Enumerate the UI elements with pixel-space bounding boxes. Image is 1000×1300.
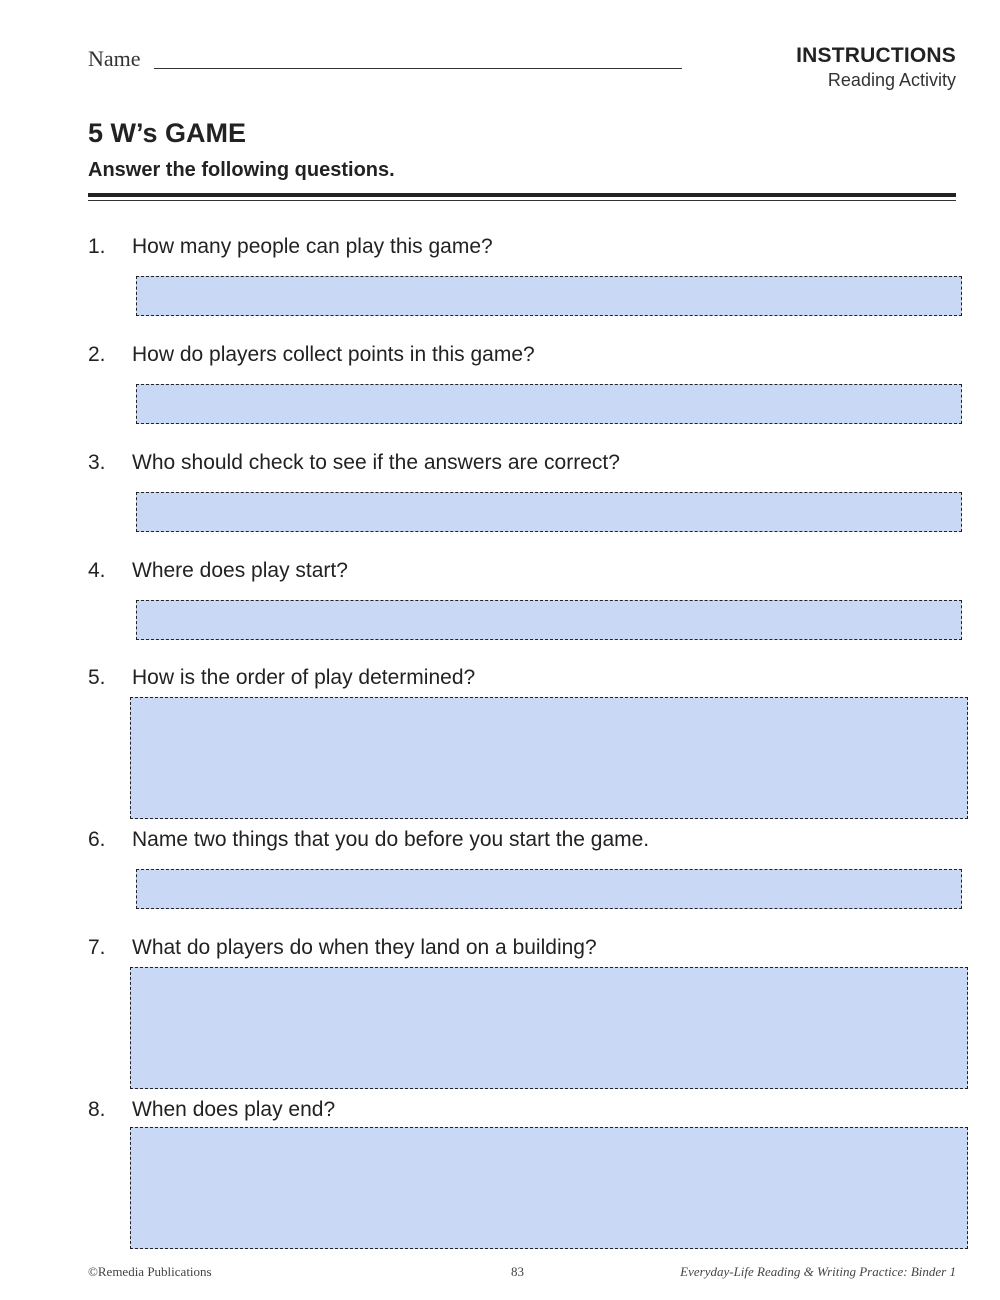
question-text: Where does play start? <box>132 559 348 582</box>
question-number: 6. <box>88 828 106 851</box>
question-number: 5. <box>88 666 106 689</box>
page-title: 5 W’s GAME <box>88 118 247 148</box>
header-right <box>796 44 956 91</box>
answer-box-5[interactable] <box>130 697 968 819</box>
activity-label: Reading Activity <box>827 70 956 90</box>
question-text: When does play end? <box>132 1098 336 1121</box>
footer-book-title: Everyday-Life Reading & Writing Practice: Binder 1 <box>680 1264 956 1279</box>
answer-box-1[interactable] <box>136 276 962 316</box>
question-number: 1. <box>88 235 106 258</box>
question-text: Name two things that you do before you start the game. <box>132 828 650 851</box>
answer-box-4[interactable] <box>136 600 962 640</box>
question-number: 2. <box>88 343 106 366</box>
answer-box-6[interactable] <box>136 869 962 909</box>
footer-page-number: 83 <box>511 1264 524 1279</box>
name-line[interactable] <box>154 68 682 69</box>
question-text: How is the order of play determined? <box>132 666 476 689</box>
answer-box-8[interactable] <box>130 1127 968 1249</box>
answer-box-2[interactable] <box>136 384 962 424</box>
question-text: How do players collect points in this game? <box>132 343 535 366</box>
question-text: What do players do when they land on a building? <box>132 936 597 959</box>
divider-thick <box>88 193 956 197</box>
answer-box-3[interactable] <box>136 492 962 532</box>
question-text: Who should check to see if the answers are correct? <box>132 451 620 474</box>
question-number: 3. <box>88 451 106 474</box>
question-number: 7. <box>88 936 106 959</box>
question-number: 4. <box>88 559 106 582</box>
question-number: 8. <box>88 1098 106 1121</box>
section-heading: INSTRUCTIONS <box>796 44 956 67</box>
divider-thin <box>88 200 956 201</box>
footer-publisher: ©Remedia Publications <box>88 1264 212 1279</box>
question-text: How many people can play this game? <box>132 235 493 258</box>
name-label: Name <box>88 46 141 71</box>
page-subtitle: Answer the following questions. <box>88 159 395 181</box>
answer-box-7[interactable] <box>130 967 968 1089</box>
